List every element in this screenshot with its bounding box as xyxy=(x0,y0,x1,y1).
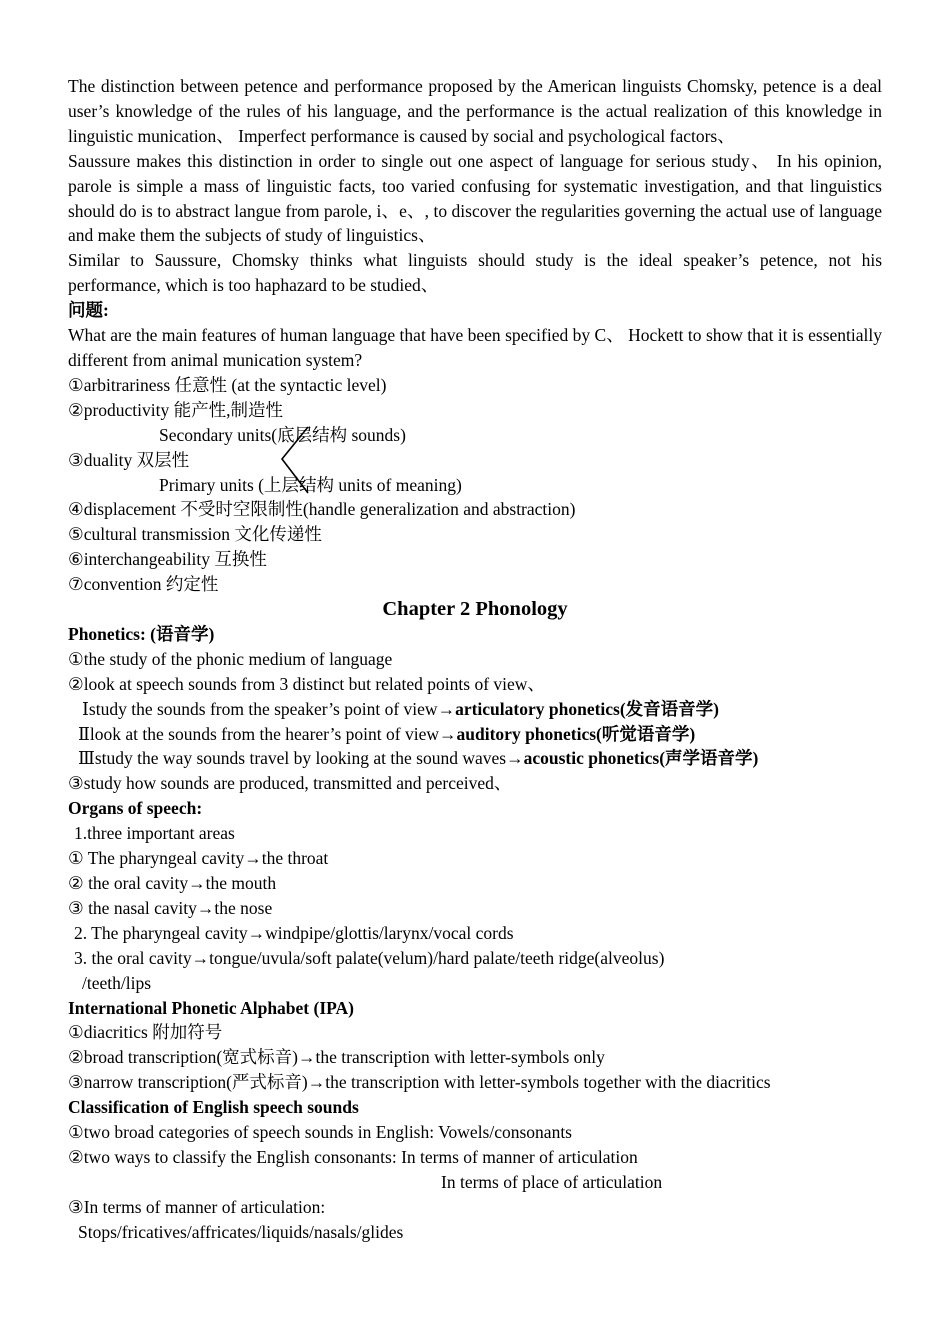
organs-line: /teeth/lips xyxy=(82,972,152,993)
feature-productivity: ②productivity 能产性,制造性 xyxy=(68,399,283,420)
view-auditory xyxy=(68,722,882,747)
classification-line: ③In terms of manner of articulation: xyxy=(68,1196,326,1217)
question-label: 问题: xyxy=(68,300,109,321)
classification-line: In terms of place of articulation xyxy=(441,1171,663,1192)
acoustic-phonetics-term: acoustic phonetics(声学语音学) xyxy=(523,748,759,769)
duality-secondary-units: Secondary units(底层结构 sounds) xyxy=(159,424,406,445)
ipa-heading: International Phonetic Alphabet (IPA) xyxy=(68,997,354,1018)
organs-line: 2. The pharyngeal cavity→windpipe/glottis/larynx/vocal cords xyxy=(74,922,514,943)
organs-line: ① The pharyngeal cavity→the throat xyxy=(68,848,329,869)
intro-paragraph-1: The distinction between petence and performance proposed by the American linguists Chomsky, petence is a deal user’s knowledge of the rules of his language, and the performance is the actual realization of this knowledge in linguistic munication、 Imperfect performance is caused by social and psychological factors、 xyxy=(68,76,882,146)
phonetics-heading: Phonetics: (语音学) xyxy=(68,623,215,644)
classification-line: Stops/fricatives/affricates/liquids/nasals/glides xyxy=(78,1221,404,1242)
document-page xyxy=(68,74,882,1245)
feature-arbitrariness: ①arbitrariness 任意性 (at the syntactic level) xyxy=(68,374,387,395)
feature-convention: ⑦convention 约定性 xyxy=(68,574,219,595)
view-auditory-text: Ⅱlook at the sounds from the hearer’s point of view→ xyxy=(78,723,457,744)
ipa-line: ②broad transcription(宽式标音)→the transcription with letter-symbols only xyxy=(68,1047,605,1068)
feature-displacement: ④displacement 不受时空限制性(handle generalization and abstraction) xyxy=(68,499,576,520)
question-text: What are the main features of human language that have been specified by C、 Hockett to show that it is essentially different from animal munication system? xyxy=(68,325,882,370)
duality-group xyxy=(68,423,882,498)
feature-interchangeability: ⑥interchangeability 互换性 xyxy=(68,549,267,570)
organs-line: ② the oral cavity→the mouth xyxy=(68,873,277,893)
intro-paragraph-3: Similar to Saussure, Chomsky thinks what linguists should study is the ideal speaker’s petence, not his performance, which is too haphazard to be studied、 xyxy=(68,250,882,296)
intro-paragraph-2: Saussure makes this distinction in order to single out one aspect of language for serious study、 In his opinion, parole is simple a mass of linguistic facts, too varied confusing for systematic investigation, and that linguistics should do is to abstract langue from parole, i、e、, to discover the regularities governing the actual use of language and make them the subjects of study of linguistics、 xyxy=(68,150,882,246)
ipa-line: ③narrow transcription(严式标音)→the transcription with letter-symbols together with the diacritics xyxy=(68,1072,771,1093)
feature-cultural-transmission: ⑤cultural transmission 文化传递性 xyxy=(68,524,322,545)
duality-primary-units: Primary units (上层结构 units of meaning) xyxy=(159,474,462,495)
view-articulatory-text: Ⅰstudy the sounds from the speaker’s point of view→ xyxy=(82,698,456,719)
organs-line: 1.three important areas xyxy=(74,823,235,844)
view-articulatory xyxy=(68,697,882,722)
classification-heading: Classification of English speech sounds xyxy=(68,1097,359,1118)
view-acoustic xyxy=(68,746,882,771)
organs-line: 3. the oral cavity→tongue/uvula/soft palate(velum)/hard palate/teeth ridge(alveolus) xyxy=(74,947,665,968)
phonetics-line-2: ②look at speech sounds from 3 distinct but related points of view、 xyxy=(68,673,545,694)
chapter-title: Chapter 2 Phonology xyxy=(382,598,568,621)
ipa-line: ①diacritics 附加符号 xyxy=(68,1022,223,1043)
organs-heading: Organs of speech: xyxy=(68,798,203,819)
classification-line: ②two ways to classify the English consonants: In terms of manner of articulation xyxy=(68,1146,638,1167)
phonetics-line-1: ①the study of the phonic medium of language xyxy=(68,648,393,669)
angle-bracket-icon xyxy=(278,423,314,498)
classification-line: ①two broad categories of speech sounds in English: Vowels/consonants xyxy=(68,1122,572,1143)
feature-duality: ③duality 双层性 xyxy=(68,449,190,470)
articulatory-phonetics-term: articulatory phonetics(发音语音学) xyxy=(455,698,720,719)
view-acoustic-text: Ⅲstudy the way sounds travel by looking at the sound waves→ xyxy=(78,748,524,769)
auditory-phonetics-term: auditory phonetics(听觉语音学) xyxy=(456,723,696,744)
organs-line: ③ the nasal cavity→the nose xyxy=(68,897,273,918)
phonetics-line-3: ③study how sounds are produced, transmitted and perceived、 xyxy=(68,773,512,794)
